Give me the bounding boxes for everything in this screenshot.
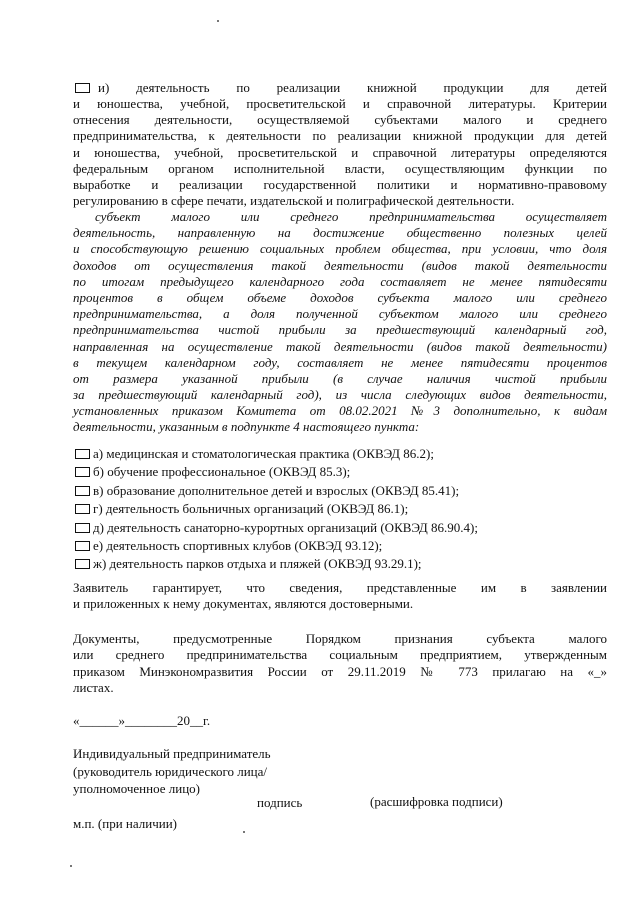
signer-line-1: Индивидуальный предприниматель (73, 746, 271, 761)
para1-line: и юношества, учебной, просветительской и справочной литературы определяются (73, 144, 607, 160)
scan-speck (70, 865, 72, 867)
documents-line: приказом Минэкономразвития России от 29.11.2019 № 773 прилагаю на «_» (73, 663, 607, 679)
para1-line: отнесения деятельности, осуществляемой субъектами малого и среднего (73, 112, 607, 128)
para2-line: от размера указанной прибыли (в случае наличия чистой прибыли (73, 370, 607, 386)
para1-first-line (73, 80, 607, 96)
para2-line: по итогам предыдущего календарного года составляет не менее пятидесяти (73, 273, 607, 289)
para2-line: направленная на осуществление такой деятельности (видов такой деятельности) (73, 338, 607, 354)
date-line[interactable]: «______»________20__г. (73, 713, 211, 728)
documents-last-line: листах. (73, 680, 114, 695)
para2-line: предпринимательства, а доля полученной субъектом малого или среднего (73, 306, 607, 322)
checkbox[interactable] (75, 541, 90, 551)
para1-line: выработке и реализации государственной политики и нормативно-правовому (73, 176, 607, 192)
para1-last-line: регулированию в сфере печати, издательской и полиграфической деятельности. (73, 193, 515, 208)
checklist-item-label: в) образование дополнительное детей и взрослых (ОКВЭД 85.41); (93, 482, 460, 498)
checkbox[interactable] (75, 559, 90, 569)
checklist-item[interactable] (75, 538, 382, 554)
para2-line: за предшествующий календарный год), из числа следующих видов деятельности, (73, 387, 607, 403)
checklist-item-label: ж) деятельность парков отдыха и пляжей (ОКВЭД 93.29.1); (93, 556, 422, 572)
guarantee-line-2: и приложенных к нему документах, являются достоверными. (73, 596, 414, 611)
checklist-item[interactable] (75, 501, 408, 517)
checklist-item[interactable] (75, 483, 459, 499)
checkbox-i[interactable] (75, 83, 90, 93)
checklist-item[interactable] (75, 520, 478, 536)
para2-line: предпринимательства чистой прибыли за предшествующий календарный год, (73, 322, 607, 338)
para2-line: процентов в общем объеме доходов субъекта малого или среднего (73, 289, 607, 305)
checkbox[interactable] (75, 467, 90, 477)
para2-line: доходов от осуществления такой деятельности (видов такой деятельности (73, 257, 607, 273)
para2-line: и способствующую решению социальных проблем общества, при условии, что доля (73, 241, 607, 257)
checkbox[interactable] (75, 449, 90, 459)
documents-body (73, 631, 607, 680)
guarantee-line-1: Заявитель гарантирует, что сведения, представленные им в заявлении (73, 580, 607, 595)
checklist-item-label: д) деятельность санаторно-курортных организаций (ОКВЭД 86.90.4); (93, 519, 478, 535)
checkbox[interactable] (75, 486, 90, 496)
documents-line: Документы, предусмотренные Порядком признания субъекта малого (73, 631, 607, 646)
scan-speck (217, 20, 219, 22)
checklist-item[interactable] (75, 446, 434, 462)
signer-line-3: уполномоченное лицо) (73, 781, 201, 796)
para2-last-line: деятельности, указанным в подпункте 4 настоящего пункта: (73, 419, 420, 434)
para1-line: и юношества, учебной, просветительской и справочной литературы. Критерии (73, 96, 607, 111)
para2-line: деятельность, направленную на достижение общественно полезных целей (73, 225, 607, 241)
para1-line: федеральным органом исполнительной власти, осуществляющим функции по (73, 160, 607, 176)
para2-line: в текущем календарном году, составляет не менее пятидесяти процентов (73, 354, 607, 370)
checkbox[interactable] (75, 504, 90, 514)
para2-body (73, 209, 607, 419)
para2-line: субъект малого или среднего предпринимательства осуществляет (95, 209, 607, 224)
para1-body (73, 96, 607, 193)
checklist-item-label: е) деятельность спортивных клубов (ОКВЭД 93.12); (93, 538, 383, 553)
signer-line-2: (руководитель юридического лица/ (73, 764, 268, 779)
checklist-item[interactable] (75, 556, 422, 572)
checklist-item-label: г) деятельность больничных организаций (ОКВЭД 86.1); (93, 501, 409, 517)
checklist-item-label: б) обучение профессиональное (ОКВЭД 85.3); (93, 464, 351, 480)
checklist-item[interactable] (75, 464, 350, 480)
para1-first-text: и) деятельность по реализации книжной продукции для детей (98, 80, 607, 95)
checklist-item-label: а) медицинская и стоматологическая практика (ОКВЭД 86.2); (93, 446, 434, 461)
decode-label: (расшифровка подписи) (370, 794, 503, 809)
para2-line: установленных приказом Комитета от 08.02.2021 №3 дополнительно, к видам (73, 403, 607, 419)
para1-line: предпринимательства, к деятельности по реализации книжной продукции для детей (73, 128, 607, 144)
documents-line: или среднего предпринимательства социальным предприятием, утвержденным (73, 647, 607, 663)
checkbox[interactable] (75, 523, 90, 533)
scan-speck (243, 831, 245, 833)
signature-label: подпись (257, 795, 303, 810)
stamp-label: м.п. (при наличии) (73, 816, 177, 831)
